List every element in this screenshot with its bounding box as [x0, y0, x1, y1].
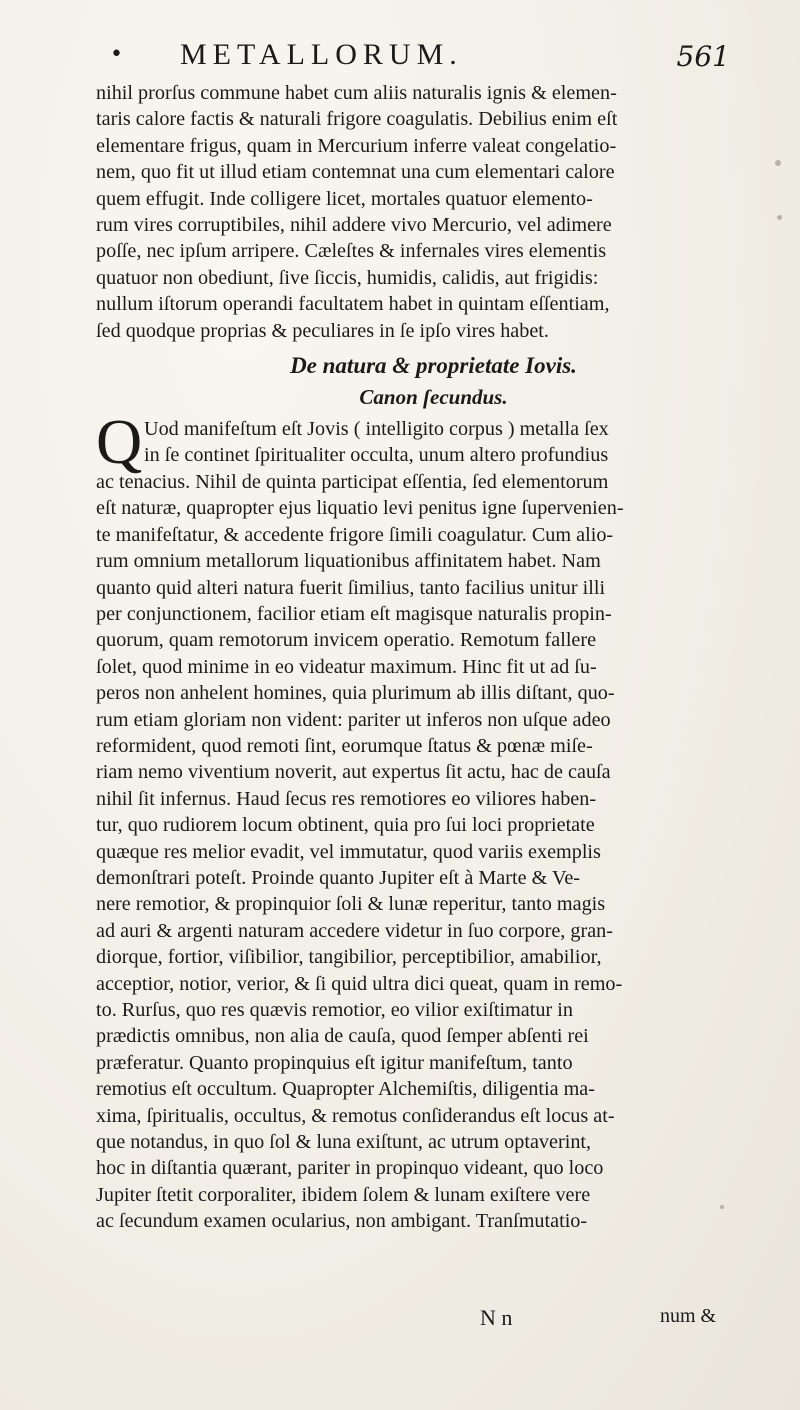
page-number: 561: [676, 40, 730, 73]
text-line: acceptior, notior, verior, & ſi quid ultra dici queat, quam in remo-: [96, 972, 623, 995]
text-line: quæque res melior evadit, vel immutatur, quod variis exemplis: [96, 840, 601, 863]
text-line: xima, ſpiritualis, occultus, & remotus conſiderandus eſt locus at-: [96, 1104, 615, 1127]
running-head: [110, 38, 750, 78]
text-line: quanto quid alteri natura fuerit ſimilius, tanto facilius unitur illi: [96, 576, 606, 599]
text-line: ſed quodque proprias & peculiares in ſe ipſo vires habet.: [96, 319, 549, 342]
text-line: nihil ſit infernus. Haud ſecus res remotiores eo viliores haben-: [96, 787, 597, 810]
text-line: tur, quo rudiorem locum obtinent, quia pro ſui loci proprietate: [96, 814, 595, 837]
text-line: hoc in diſtantia quærant, pariter in propinquo videant, quo loco: [96, 1157, 604, 1180]
text-line: eſt naturæ, quapropter ejus liquatio levi penitus igne ſupervenien-: [96, 497, 624, 520]
text-line: ſolet, quod minime in eo videatur maximum. Hinc fit ut ad ſu-: [96, 655, 597, 678]
catchword: num &: [660, 1305, 717, 1327]
text-block: [96, 80, 771, 1235]
text-line: Uod manifeſtum eſt Jovis ( intelligito corpus ) metalla ſex: [144, 418, 609, 441]
text-line: diorque, fortior, viſibilior, tangibilior, perceptibilior, amabilior,: [96, 946, 602, 969]
paragraph-previous-canon: [96, 80, 771, 344]
text-line: nere remotior, & propinquior ſoli & lunæ reperitur, tanto magis: [96, 893, 606, 916]
running-head-title: METALLORUM.: [180, 38, 463, 71]
text-line: ac tenacius. Nihil de quinta participat eſſentia, ſed elementorum: [96, 470, 609, 493]
text-line: rum vires corruptibiles, nihil addere vivo Mercurio, vel adimere: [96, 214, 612, 237]
text-line: demonſtrari poteſt. Proinde quanto Jupiter eſt à Marte & Ve-: [96, 866, 581, 889]
paper-speck: [775, 160, 781, 166]
text-line: taris calore factis & naturali frigore coagulatis. Debilius enim eſt: [96, 108, 618, 131]
signature-mark: N n: [480, 1305, 513, 1330]
text-line: poſſe, nec ipſum arripere. Cæleſtes & infernales vires elementis: [96, 240, 607, 263]
paragraph-body-lines: [96, 469, 771, 1235]
paragraph-canon-secundus: [96, 406, 771, 1235]
section-title: De natura & proprietate Iovis.: [290, 353, 577, 379]
canon-title: Canon ſecundus.: [359, 385, 508, 410]
running-head-mark: •: [110, 42, 123, 67]
text-line: rum etiam gloriam non vident: pariter ut inferos non uſque adeo: [96, 708, 611, 731]
text-line: to. Rurſus, quo res quævis remotior, eo vilior exiſtimatur in: [96, 999, 573, 1021]
text-line: te manifeſtatur, & accedente frigore ſimili coagulatur. Cum alio-: [96, 523, 614, 546]
text-line: Jupiter ſtetit corporaliter, ibidem ſolem & lunam exiſtere vere: [96, 1183, 591, 1206]
text-line: elementare frigus, quam in Mercurium inferre valeat congelatio-: [96, 134, 617, 157]
text-line: ac ſecundum examen ocularius, non ambigant. Tranſmutatio-: [96, 1210, 588, 1233]
text-line: remotius eſt occultum. Quapropter Alchemiſtis, diligentia ma-: [96, 1078, 595, 1101]
text-line: præferatur. Quanto propinquius eſt igitur manifeſtum, tanto: [96, 1051, 573, 1074]
text-line: in ſe continet ſpiritualiter occulta, unum altero profundius: [144, 444, 609, 467]
text-line: quorum, quam remotorum invicem operatio. Remotum fallere: [96, 629, 597, 652]
paper-speck: [777, 215, 782, 220]
text-line: nullum iſtorum operandi facultatem habet in quintam eſſentiam,: [96, 293, 610, 316]
text-line: riam nemo viventium noverit, aut expertus ſit actu, hac de cauſa: [96, 761, 611, 784]
text-line: ad auri & argenti naturam accedere videtur in ſuo corpore, gran-: [96, 919, 613, 942]
paragraph-opening-lines: [96, 416, 771, 469]
text-line: rum omnium metallorum liquationibus affinitatem habet. Nam: [96, 550, 601, 573]
text-line: prædictis omnibus, non alia de cauſa, quod ſemper abſenti rei: [96, 1025, 589, 1048]
drop-cap: Q: [96, 406, 143, 478]
text-line: reformident, quod remoti ſint, eorumque ſtatus & pœnæ miſe-: [96, 734, 593, 757]
text-line: nem, quo fit ut illud etiam contemnat una cum elementari calore: [96, 161, 615, 184]
text-line: nihil prorſus commune habet cum aliis naturalis ignis & elemen-: [96, 82, 617, 104]
text-line: que notandus, in quo ſol & luna exiſtunt, ac utrum optaverint,: [96, 1131, 592, 1154]
text-line: peros non anhelent homines, quia plurimum ab illis diſtant, quo-: [96, 682, 615, 705]
paper-speck: [720, 1205, 724, 1209]
text-line: quatuor non obediunt, ſive ſiccis, humidis, calidis, aut frigidis:: [96, 266, 599, 289]
text-line: quem effugit. Inde colligere licet, mortales quatuor elemento-: [96, 187, 593, 210]
text-line: per conjunctionem, facilior etiam eſt magisque naturalis propin-: [96, 602, 612, 625]
